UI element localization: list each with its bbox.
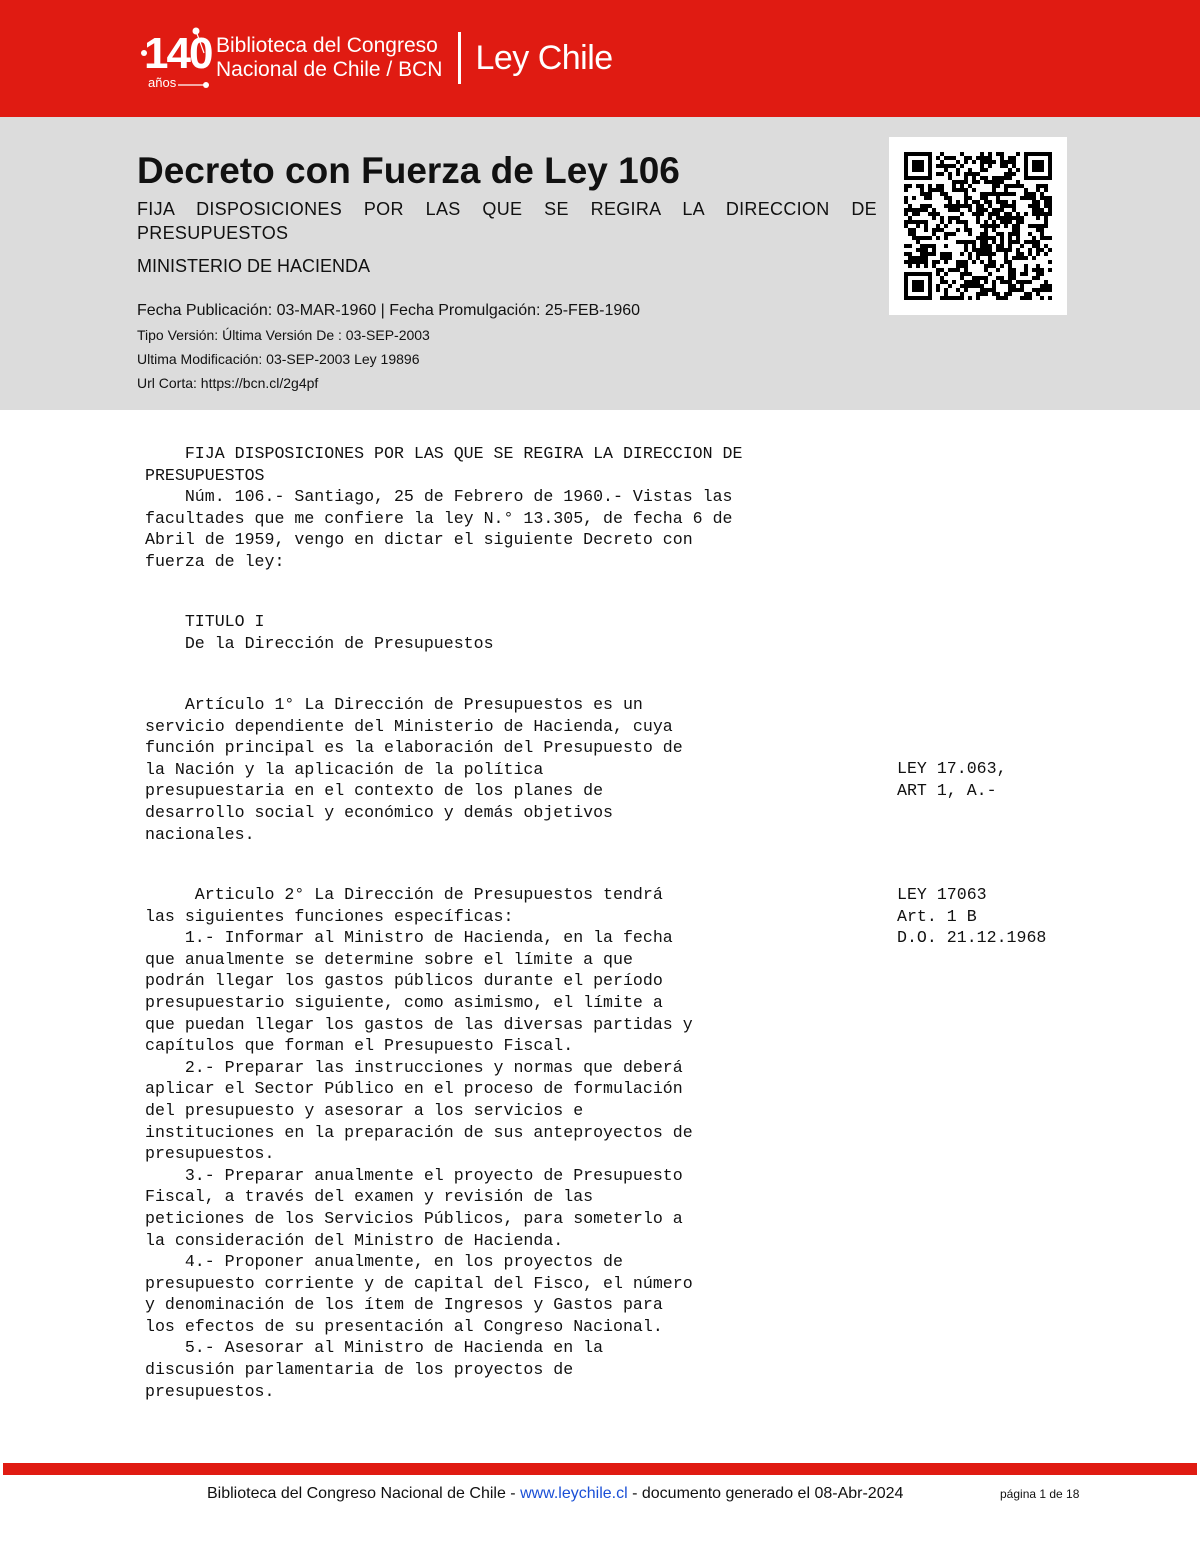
text-line: peticiones de los Servicios Públicos, para someterlo a (145, 1208, 683, 1228)
text-line: desarrollo social y económico y demás objetivos (145, 802, 614, 822)
text-line: que puedan llegar los gastos de las diversas partidas y (145, 1014, 693, 1034)
text-line: Art. 1 B (897, 906, 977, 926)
anniversary-label: años (148, 75, 177, 90)
qr-code-icon (904, 152, 1052, 300)
text-line: servicio dependiente del Ministerio de Hacienda, cuya (145, 716, 673, 736)
last-modified: Ultima Modificación: 03-SEP-2003 Ley 19896 (137, 351, 420, 367)
ministry-name: MINISTERIO DE HACIENDA (137, 256, 371, 276)
text-line: presupuestario siguiente, como asimismo, el límite a (145, 992, 663, 1012)
text-line: podrán llegar los gastos públicos durante el período (145, 971, 663, 991)
anniversary-number: 140 (144, 29, 212, 78)
text-line: del presupuesto y asesorar a los servicios e (145, 1100, 584, 1120)
articulo-2 (145, 884, 693, 1402)
text-line: Abril de 1959, vengo en dictar el siguiente Decreto con (145, 530, 693, 550)
text-line: D.O. 21.12.1968 (897, 928, 1047, 948)
footer-text (207, 1485, 903, 1503)
text-line: Articulo 2° La Dirección de Presupuestos tendrá (145, 885, 663, 904)
text-line: 2.- Preparar las instrucciones y normas que deberá (145, 1057, 683, 1077)
articulo-2-note (897, 884, 1046, 949)
text-line: LEY 17063 (897, 885, 987, 904)
page-number: página 1 de 18 (1000, 1487, 1080, 1501)
document-subtitle: FIJA DISPOSICIONES POR LAS QUE SE REGIRA LA DIRECCION DE PRESUPUESTOS (137, 199, 877, 243)
text-line: instituciones en la preparación de sus anteproyectos de (145, 1122, 693, 1142)
text-line: De la Dirección de Presupuestos (145, 633, 494, 653)
text-line: y denominación de los ítem de Ingresos y Gastos para (145, 1295, 663, 1315)
text-line: ART 1, A.- (897, 780, 997, 800)
org-name (216, 34, 442, 82)
text-line: TITULO I (145, 612, 265, 631)
text-line: presupuesto corriente y de capital del Fisco, el número (145, 1273, 693, 1293)
text-line: facultades que me confiere la ley N.° 13.305, de fecha 6 de (145, 508, 733, 528)
text-line: Núm. 106.- Santiago, 25 de Febrero de 1960.- Vistas las (145, 487, 733, 507)
text-line: presupuestaria en el contexto de los planes de (145, 781, 604, 801)
text-line: 1.- Informar al Ministro de Hacienda, en la fecha (145, 928, 673, 948)
footer-bar (3, 1463, 1197, 1475)
text-line: 4.- Proponer anualmente, en los proyectos de (145, 1252, 623, 1272)
articulo-1 (145, 694, 683, 845)
text-line: presupuestos. (145, 1144, 275, 1164)
text-line: la consideración del Ministro de Hacienda. (145, 1230, 564, 1250)
text-line: que anualmente se determine sobre el límite a que (145, 949, 633, 969)
text-line: 5.- Asesorar al Ministro de Hacienda en la (145, 1338, 604, 1358)
document-title: Decreto con Fuerza de Ley 106 (137, 150, 680, 191)
text-line: Fiscal, a través del examen y revisión de las (145, 1187, 594, 1207)
version-type: Tipo Versión: Última Versión De : 03-SEP-2003 (137, 327, 430, 343)
text-line: discusión parlamentaria de los proyectos de (145, 1360, 574, 1380)
bcn-logo[interactable] (138, 20, 613, 96)
text-line: LEY 17.063, (897, 759, 1007, 778)
footer-prefix: Biblioteca del Congreso Nacional de Chile - (207, 1485, 521, 1502)
org-line-1: Biblioteca del Congreso (216, 34, 438, 57)
text-line: nacionales. (145, 824, 255, 844)
text-line: función principal es la elaboración del Presupuesto de (145, 738, 683, 758)
document-header (0, 117, 1200, 410)
titulo-heading (145, 611, 494, 654)
footer-suffix: - documento generado el 08-Abr-2024 (627, 1485, 904, 1502)
text-line: los efectos de su presentación al Congreso Nacional. (145, 1316, 663, 1336)
short-url[interactable]: Url Corta: https://bcn.cl/2g4pf (137, 375, 319, 391)
footer-link[interactable]: www.leychile.cl (520, 1485, 628, 1502)
text-line: fuerza de ley: (145, 551, 285, 571)
articulo-1-note (897, 758, 1007, 801)
publication-dates: Fecha Publicación: 03-MAR-1960 | Fecha Promulgación: 25-FEB-1960 (137, 302, 641, 319)
text-line: presupuestos. (145, 1381, 275, 1401)
top-banner (0, 0, 1200, 117)
text-line: aplicar el Sector Público en el proceso de formulación (145, 1079, 683, 1099)
text-line: Artículo 1° La Dirección de Presupuestos es un (145, 695, 643, 714)
text-line: capítulos que forman el Presupuesto Fiscal. (145, 1036, 574, 1056)
org-line-2: Nacional de Chile / BCN (216, 58, 443, 81)
text-line: FIJA DISPOSICIONES POR LAS QUE SE REGIRA LA DIRECCION DE (145, 444, 743, 463)
preamble (145, 443, 742, 573)
anniversary-badge (138, 23, 210, 93)
text-line: PRESUPUESTOS (145, 465, 265, 485)
product-name: Ley Chile (475, 38, 613, 77)
text-line: la Nación y la aplicación de la política (145, 759, 544, 779)
text-line: las siguientes funciones específicas: (145, 906, 514, 926)
logo-divider (458, 32, 461, 84)
qr-code (889, 137, 1067, 315)
text-line: 3.- Preparar anualmente el proyecto de Presupuesto (145, 1165, 683, 1185)
